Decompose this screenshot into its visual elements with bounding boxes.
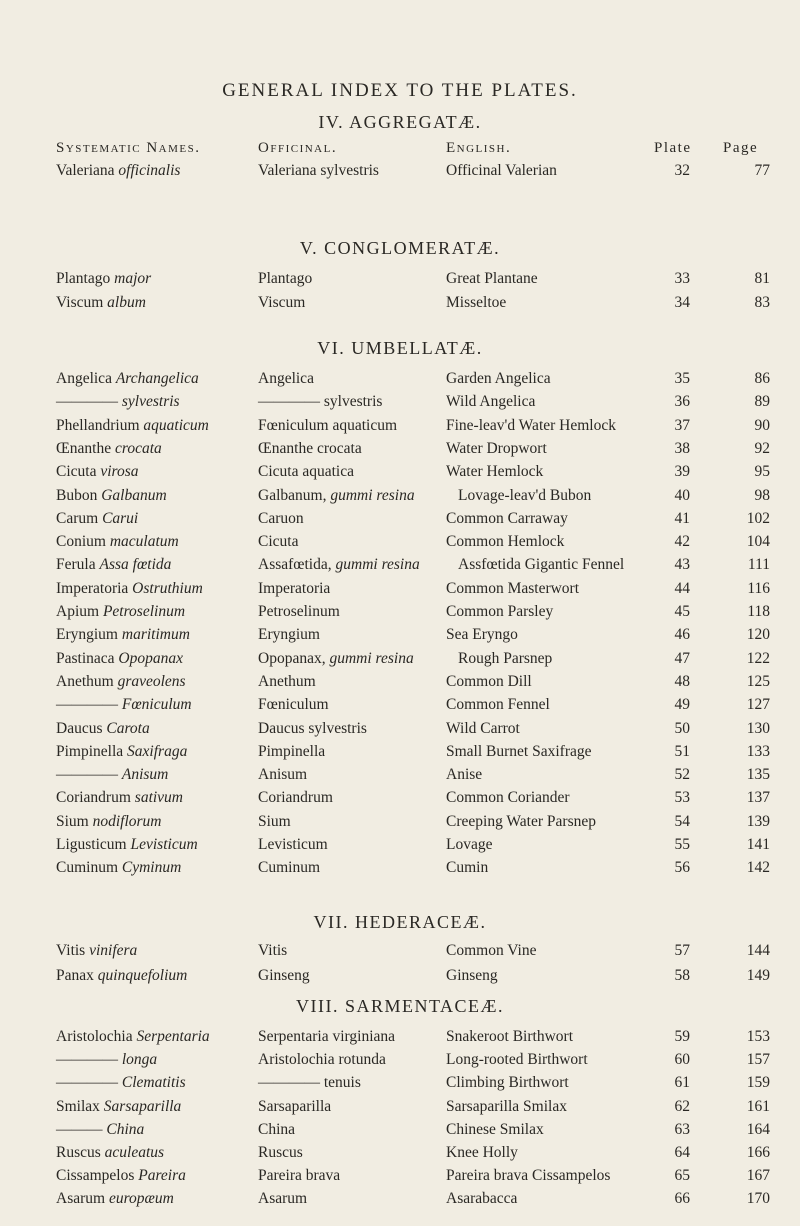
officinal-name: Galbanum, gummi resina bbox=[258, 486, 415, 504]
english-name: Water Dropwort bbox=[446, 439, 547, 457]
genus: Angelica bbox=[56, 370, 116, 387]
plate-number: 57 bbox=[674, 942, 690, 959]
section-title: IV. AGGREGATÆ. bbox=[318, 112, 482, 132]
plate-number: 48 bbox=[674, 672, 690, 690]
officinal-name: ———— sylvestris bbox=[258, 393, 383, 411]
officinal-name: Serpentaria virginiana bbox=[258, 1028, 396, 1045]
officinal-name: China bbox=[258, 1120, 296, 1138]
systematic-name bbox=[56, 720, 150, 738]
species: Cyminum bbox=[121, 859, 182, 877]
systematic-name bbox=[56, 580, 203, 598]
officinal-name: Opopanax, gummi resina bbox=[258, 649, 414, 667]
index-row bbox=[0, 836, 800, 856]
plate-number: 56 bbox=[674, 859, 690, 877]
genus: ———— bbox=[56, 766, 122, 784]
systematic-name bbox=[56, 626, 190, 644]
english-name: Knee Holly bbox=[446, 1144, 518, 1161]
index-row bbox=[0, 580, 800, 600]
genus: Ligusticum bbox=[56, 836, 131, 853]
species: Carui bbox=[102, 509, 139, 527]
genus: Pimpinella bbox=[56, 742, 128, 760]
species: vinifera bbox=[89, 942, 138, 959]
page-number: 167 bbox=[746, 1167, 770, 1185]
english-name: Common Carraway bbox=[446, 509, 568, 527]
officinal-name: Vitis bbox=[258, 942, 288, 959]
page-number: 144 bbox=[746, 942, 770, 959]
english-name: Officinal Valerian bbox=[446, 162, 557, 179]
systematic-name bbox=[56, 1121, 144, 1139]
index-row bbox=[0, 743, 800, 763]
systematic-name bbox=[56, 1098, 181, 1116]
page-number: 98 bbox=[754, 486, 770, 504]
species: sylvestris bbox=[121, 393, 180, 411]
plate-number: 66 bbox=[674, 1190, 690, 1208]
species: Levisticum bbox=[130, 836, 198, 853]
genus: Imperatoria bbox=[56, 579, 133, 597]
systematic-name bbox=[56, 556, 171, 574]
page-number: 83 bbox=[754, 294, 770, 311]
english-name: Small Burnet Saxifrage bbox=[446, 742, 592, 760]
english-name: Misseltoe bbox=[446, 294, 507, 311]
index-row bbox=[0, 463, 800, 483]
genus: ———— bbox=[56, 393, 122, 411]
index-row bbox=[0, 859, 800, 879]
genus: Vitis bbox=[56, 942, 90, 959]
systematic-name bbox=[56, 696, 192, 714]
species: Archangelica bbox=[115, 370, 199, 387]
officinal-name: Pareira brava bbox=[258, 1167, 341, 1185]
index-row bbox=[0, 967, 800, 987]
english-name: Long-rooted Birthwort bbox=[446, 1051, 588, 1069]
page-number: 120 bbox=[746, 626, 770, 644]
plate-number: 52 bbox=[674, 766, 690, 784]
species: quinquefolium bbox=[97, 966, 188, 984]
english-name: Common Masterwort bbox=[446, 579, 580, 597]
species: Ostruthium bbox=[132, 579, 203, 597]
species: longa bbox=[121, 1051, 158, 1069]
systematic-name bbox=[56, 859, 181, 877]
species: Anisum bbox=[121, 766, 169, 784]
index-row bbox=[0, 556, 800, 576]
officinal-name: Sium bbox=[258, 812, 291, 830]
plate-number: 34 bbox=[674, 294, 690, 311]
officinal-name: Eryngium bbox=[258, 626, 320, 644]
genus: Coriandrum bbox=[56, 789, 135, 807]
officinal-name: Anisum bbox=[258, 766, 308, 784]
page-number: 127 bbox=[746, 696, 770, 714]
page-number: 137 bbox=[746, 789, 770, 807]
section-title: VIII. SARMENTACEÆ. bbox=[295, 996, 505, 1016]
index-row bbox=[0, 533, 800, 553]
header-english: English. bbox=[446, 140, 512, 156]
species: aculeatus bbox=[104, 1144, 165, 1161]
page-number: 153 bbox=[746, 1028, 770, 1045]
page-number: 166 bbox=[746, 1144, 770, 1161]
systematic-name bbox=[56, 370, 199, 388]
english-name: Assfœtida Gigantic Fennel bbox=[458, 556, 625, 574]
officinal-name: Daucus sylvestris bbox=[258, 719, 367, 737]
genus: Pastinaca bbox=[56, 649, 119, 667]
index-row bbox=[0, 603, 800, 623]
officinal-name: Valeriana sylvestris bbox=[258, 162, 379, 179]
officinal-name: Viscum bbox=[258, 294, 306, 311]
plate-number: 58 bbox=[674, 966, 690, 984]
systematic-name bbox=[56, 1051, 157, 1069]
page-number: 118 bbox=[747, 603, 770, 620]
index-row bbox=[0, 487, 800, 507]
systematic-name bbox=[56, 673, 186, 691]
header-officinal: Officinal. bbox=[258, 140, 338, 156]
english-name: Water Hemlock bbox=[446, 463, 544, 481]
index-row bbox=[0, 1121, 800, 1141]
officinal-name: Œnanthe crocata bbox=[258, 439, 362, 457]
page-number: 157 bbox=[746, 1051, 770, 1069]
section-title: V. CONGLOMERATÆ. bbox=[299, 238, 501, 258]
index-row bbox=[0, 417, 800, 437]
index-row bbox=[0, 1074, 800, 1094]
english-name: Common Fennel bbox=[446, 696, 550, 714]
index-row bbox=[0, 813, 800, 833]
species: Galbanum bbox=[101, 486, 167, 504]
systematic-name bbox=[56, 743, 187, 761]
systematic-name bbox=[56, 440, 162, 458]
genus: Phellandrium bbox=[56, 416, 144, 434]
page-number: 111 bbox=[747, 556, 770, 574]
plate-number: 33 bbox=[674, 270, 690, 287]
plate-number: 42 bbox=[674, 533, 690, 551]
officinal-qualifier: gummi resina bbox=[326, 486, 415, 504]
page-number: 159 bbox=[746, 1074, 770, 1092]
page-number: 77 bbox=[754, 162, 770, 179]
species: virosa bbox=[100, 463, 139, 481]
species: major bbox=[114, 270, 152, 287]
systematic-name bbox=[56, 813, 162, 831]
genus: Viscum bbox=[56, 294, 108, 311]
english-name: Common Hemlock bbox=[446, 533, 565, 551]
genus: Plantago bbox=[56, 270, 115, 287]
english-name: Climbing Birthwort bbox=[446, 1074, 569, 1092]
plate-number: 44 bbox=[674, 579, 690, 597]
page-number: 102 bbox=[746, 509, 770, 527]
officinal-name: Ruscus bbox=[258, 1144, 303, 1161]
species: sativum bbox=[134, 789, 183, 807]
officinal-name: Fœniculum bbox=[258, 696, 329, 714]
officinal-qualifier: gummi resina bbox=[325, 649, 414, 667]
english-name: Wild Angelica bbox=[446, 393, 536, 411]
genus: Cissampelos bbox=[56, 1167, 139, 1185]
english-name: Lovage-leav'd Bubon bbox=[458, 486, 592, 504]
section-title: VII. HEDERACEÆ. bbox=[313, 912, 487, 932]
page-number: 95 bbox=[754, 463, 770, 481]
officinal-name: Petroselinum bbox=[258, 603, 340, 620]
english-name: Asarabacca bbox=[446, 1190, 518, 1208]
genus: Cuminum bbox=[56, 859, 122, 877]
systematic-name bbox=[56, 1167, 186, 1185]
plate-number: 65 bbox=[674, 1167, 690, 1185]
page-number: 142 bbox=[746, 859, 770, 877]
page-number: 170 bbox=[746, 1190, 770, 1208]
genus: Eryngium bbox=[56, 626, 122, 644]
plate-number: 61 bbox=[674, 1074, 690, 1092]
species: crocata bbox=[114, 439, 162, 457]
species: Fœniculum bbox=[121, 696, 192, 714]
index-row bbox=[0, 440, 800, 460]
index-row bbox=[0, 393, 800, 413]
officinal-name: Levisticum bbox=[258, 836, 328, 853]
plate-number: 51 bbox=[674, 742, 690, 760]
page-number: 104 bbox=[746, 533, 770, 551]
genus: Valeriana bbox=[56, 162, 119, 179]
index-row bbox=[0, 270, 800, 290]
genus: Smilax bbox=[56, 1097, 104, 1115]
systematic-name bbox=[56, 789, 183, 807]
plate-number: 32 bbox=[674, 162, 690, 179]
genus: Cicuta bbox=[56, 463, 101, 481]
officinal-name: Fœniculum aquaticum bbox=[258, 416, 398, 434]
index-row bbox=[0, 1098, 800, 1118]
genus: Conium bbox=[56, 533, 110, 551]
page-number: 135 bbox=[746, 766, 770, 784]
species: Assa fœtida bbox=[99, 556, 172, 574]
index-row bbox=[0, 696, 800, 716]
plate-number: 60 bbox=[674, 1051, 690, 1069]
english-name: Common Dill bbox=[446, 672, 532, 690]
systematic-name bbox=[56, 766, 168, 784]
officinal-name: Anethum bbox=[258, 672, 316, 690]
species: Carota bbox=[106, 719, 150, 737]
plate-number: 37 bbox=[674, 416, 690, 434]
index-row bbox=[0, 1167, 800, 1187]
officinal-name: Caruon bbox=[258, 509, 304, 527]
genus: ———— bbox=[56, 696, 122, 714]
header-systematic: Systematic Names. bbox=[56, 140, 201, 156]
officinal-name: Cuminum bbox=[258, 859, 321, 877]
systematic-name bbox=[56, 162, 180, 180]
systematic-name bbox=[56, 603, 185, 621]
plate-number: 43 bbox=[674, 556, 690, 574]
index-row bbox=[0, 766, 800, 786]
systematic-name bbox=[56, 270, 151, 288]
index-row bbox=[0, 510, 800, 530]
english-name: Ginseng bbox=[446, 966, 498, 984]
page-number: 81 bbox=[754, 270, 770, 287]
page-number: 86 bbox=[754, 370, 770, 387]
english-name: Garden Angelica bbox=[446, 370, 551, 387]
plate-number: 64 bbox=[674, 1144, 690, 1161]
plate-number: 54 bbox=[674, 812, 690, 830]
index-row bbox=[0, 1190, 800, 1210]
species: officinalis bbox=[118, 162, 181, 179]
plate-number: 53 bbox=[674, 789, 690, 807]
species: europæum bbox=[108, 1190, 174, 1208]
officinal-name: ———— tenuis bbox=[258, 1074, 361, 1092]
systematic-name bbox=[56, 942, 137, 960]
plate-number: 50 bbox=[674, 719, 690, 737]
genus: Anethum bbox=[56, 672, 118, 690]
index-row bbox=[0, 650, 800, 670]
genus: Œnanthe bbox=[56, 439, 115, 457]
english-name: Common Coriander bbox=[446, 789, 570, 807]
plate-number: 41 bbox=[674, 509, 690, 527]
officinal-name: Coriandrum bbox=[258, 789, 333, 807]
genus: Ferula bbox=[56, 556, 100, 574]
systematic-name bbox=[56, 417, 209, 435]
genus: Daucus bbox=[56, 719, 107, 737]
species: Saxifraga bbox=[127, 742, 188, 760]
plate-number: 35 bbox=[674, 370, 690, 387]
species: Pareira bbox=[138, 1167, 186, 1185]
english-name: Common Parsley bbox=[446, 603, 554, 620]
page-number: 122 bbox=[746, 649, 770, 667]
plate-number: 55 bbox=[674, 836, 690, 853]
officinal-name: Plantago bbox=[258, 270, 313, 287]
index-row bbox=[0, 1051, 800, 1071]
index-row bbox=[0, 162, 800, 182]
systematic-name bbox=[56, 650, 183, 668]
genus: Asarum bbox=[56, 1190, 109, 1208]
genus: Ruscus bbox=[56, 1144, 105, 1161]
index-row bbox=[0, 789, 800, 809]
english-name: Fine-leav'd Water Hemlock bbox=[446, 416, 616, 434]
officinal-qualifier: gummi resina bbox=[331, 556, 420, 574]
page-number: 90 bbox=[754, 416, 770, 434]
index-row bbox=[0, 1028, 800, 1048]
english-name: Creeping Water Parsnep bbox=[446, 812, 596, 830]
officinal-name: Sarsaparilla bbox=[258, 1097, 332, 1115]
page-number: 116 bbox=[747, 579, 770, 597]
systematic-name bbox=[56, 533, 179, 551]
species: Serpentaria bbox=[136, 1028, 210, 1045]
index-row bbox=[0, 942, 800, 962]
index-row bbox=[0, 370, 800, 390]
plate-number: 45 bbox=[674, 603, 690, 620]
genus: ———— bbox=[56, 1051, 122, 1069]
systematic-name bbox=[56, 1028, 210, 1046]
english-name: Rough Parsnep bbox=[458, 649, 553, 667]
genus: Panax bbox=[56, 966, 98, 984]
plate-number: 36 bbox=[674, 393, 690, 411]
species: nodiflorum bbox=[92, 812, 162, 830]
systematic-name bbox=[56, 1074, 186, 1092]
english-name: Wild Carrot bbox=[446, 719, 520, 737]
species: Opopanax bbox=[118, 649, 183, 667]
officinal-name: Cicuta aquatica bbox=[258, 463, 354, 481]
systematic-name bbox=[56, 510, 138, 528]
plate-number: 46 bbox=[674, 626, 690, 644]
index-row bbox=[0, 720, 800, 740]
species: maritimum bbox=[121, 626, 190, 644]
page-number: 125 bbox=[746, 672, 770, 690]
genus: ———— bbox=[56, 1074, 122, 1092]
plate-number: 49 bbox=[674, 696, 690, 714]
officinal-name: Cicuta bbox=[258, 533, 299, 551]
english-name: Sarsaparilla Smilax bbox=[446, 1097, 567, 1115]
english-name: Anise bbox=[446, 766, 483, 784]
systematic-name bbox=[56, 1190, 174, 1208]
header-plate: Plate bbox=[654, 140, 692, 156]
plate-number: 47 bbox=[674, 649, 690, 667]
english-name: Snakeroot Birthwort bbox=[446, 1028, 573, 1045]
species: album bbox=[107, 294, 146, 311]
officinal-name: Assafœtida, gummi resina bbox=[258, 556, 420, 574]
systematic-name bbox=[56, 393, 180, 411]
species: graveolens bbox=[117, 672, 186, 690]
officinal-name: Asarum bbox=[258, 1190, 308, 1208]
plate-number: 62 bbox=[674, 1097, 690, 1115]
officinal-name: Ginseng bbox=[258, 966, 310, 984]
systematic-name bbox=[56, 1144, 164, 1162]
systematic-name bbox=[56, 294, 146, 312]
english-name: Pareira brava Cissampelos bbox=[446, 1167, 611, 1185]
page-title: GENERAL INDEX TO THE PLATES. bbox=[222, 80, 578, 101]
plate-number: 59 bbox=[674, 1028, 690, 1045]
genus: Apium bbox=[56, 603, 103, 620]
systematic-name bbox=[56, 836, 198, 854]
page-number: 92 bbox=[754, 439, 770, 457]
page-number: 133 bbox=[746, 742, 770, 760]
species: Petroselinum bbox=[102, 603, 186, 620]
genus: Aristolochia bbox=[56, 1028, 137, 1045]
systematic-name bbox=[56, 487, 167, 505]
header-page: Page bbox=[723, 140, 759, 156]
officinal-name: Aristolochia rotunda bbox=[258, 1051, 386, 1069]
genus: ——— bbox=[56, 1120, 107, 1138]
plate-number: 39 bbox=[674, 463, 690, 481]
english-name: Great Plantane bbox=[446, 270, 538, 287]
index-row bbox=[0, 626, 800, 646]
officinal-name: Pimpinella bbox=[258, 742, 326, 760]
page-number: 130 bbox=[746, 719, 770, 737]
officinal-name: Angelica bbox=[258, 370, 314, 387]
page-number: 164 bbox=[746, 1120, 770, 1138]
plate-number: 63 bbox=[674, 1120, 690, 1138]
species: Clematitis bbox=[121, 1074, 186, 1092]
species: Sarsaparilla bbox=[103, 1097, 182, 1115]
species: China bbox=[106, 1120, 145, 1138]
page-number: 141 bbox=[746, 836, 770, 853]
plate-number: 40 bbox=[674, 486, 690, 504]
english-name: Cumin bbox=[446, 859, 489, 877]
page-number: 161 bbox=[746, 1097, 770, 1115]
officinal-name: Imperatoria bbox=[258, 579, 331, 597]
section-title: VI. UMBELLATÆ. bbox=[317, 338, 483, 358]
genus: Bubon bbox=[56, 486, 102, 504]
english-name: Common Vine bbox=[446, 942, 537, 959]
page-number: 139 bbox=[746, 812, 770, 830]
page-number: 149 bbox=[746, 966, 770, 984]
species: aquaticum bbox=[143, 416, 209, 434]
genus: Sium bbox=[56, 812, 93, 830]
genus: Carum bbox=[56, 509, 103, 527]
index-row bbox=[0, 673, 800, 693]
index-row bbox=[0, 294, 800, 314]
species: maculatum bbox=[109, 533, 179, 551]
english-name: Lovage bbox=[446, 836, 493, 853]
page-number: 89 bbox=[754, 393, 770, 411]
english-name: Chinese Smilax bbox=[446, 1120, 544, 1138]
index-row bbox=[0, 1144, 800, 1164]
systematic-name bbox=[56, 967, 187, 985]
english-name: Sea Eryngo bbox=[446, 626, 518, 644]
plate-number: 38 bbox=[674, 439, 690, 457]
systematic-name bbox=[56, 463, 139, 481]
